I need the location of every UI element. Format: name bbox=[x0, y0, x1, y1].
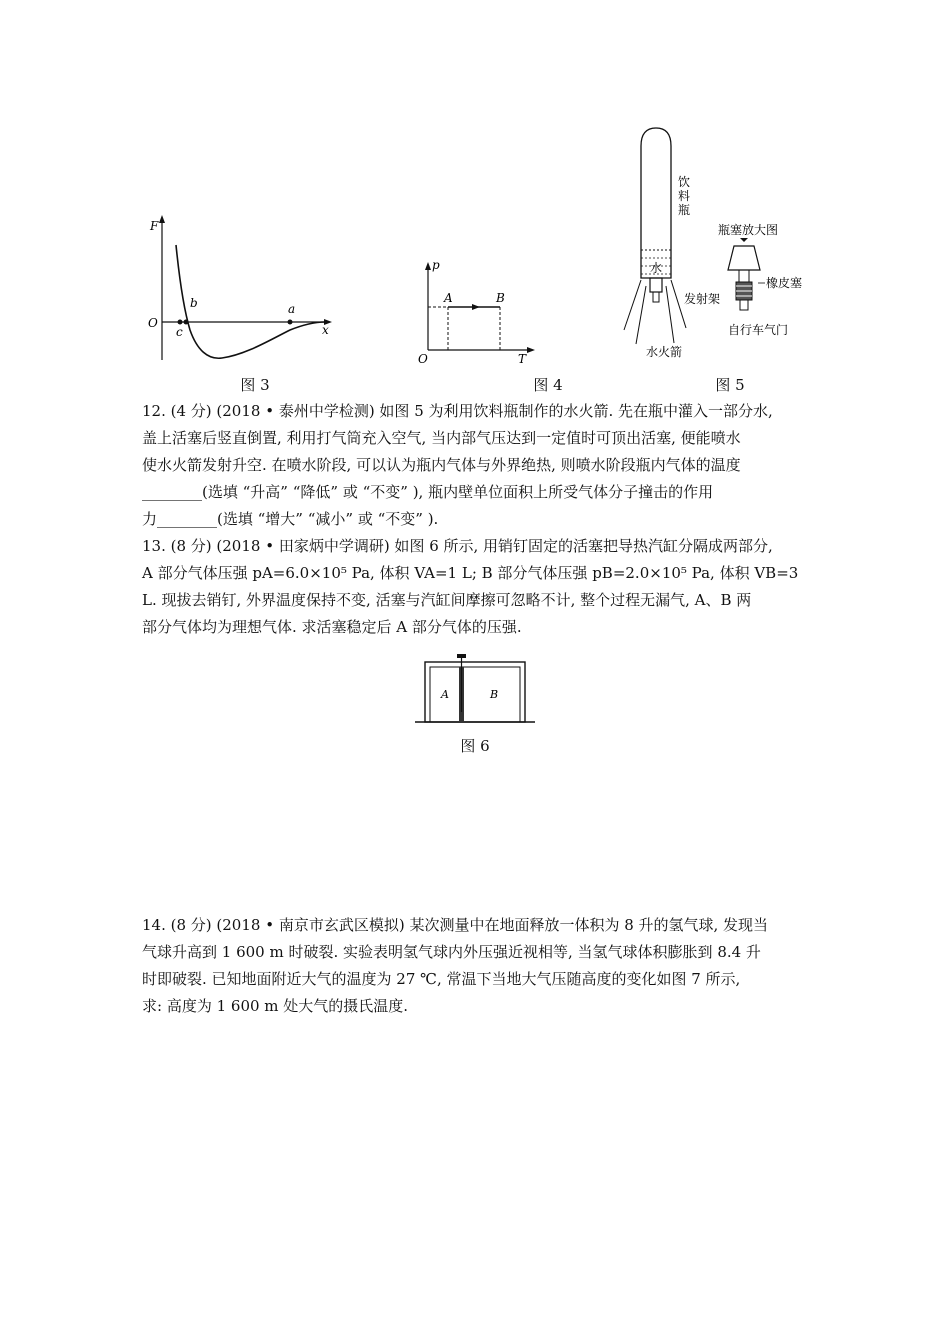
fig5-zoom-pointer bbox=[740, 238, 748, 242]
figure-5-caption: 图 5 bbox=[715, 376, 745, 394]
figure-4-pt-graph bbox=[410, 255, 540, 370]
fig3-label-F: F bbox=[150, 219, 159, 233]
fig3-label-b: b bbox=[190, 296, 198, 310]
fig5-bottle bbox=[641, 128, 671, 278]
q14-line-3: 时即破裂. 已知地面附近大气的温度为 27 ℃, 常温下当地大气压随高度的变化如图 7 所示, bbox=[142, 970, 741, 988]
fig5-leg bbox=[666, 286, 674, 343]
q12-line-1: 12. (4 分) (2018 • 泰州中学检测) 如图 5 为利用饮料瓶制作的水火箭. 先在瓶中灌入一部分水, bbox=[142, 402, 773, 420]
figure-3-force-curve bbox=[140, 210, 340, 370]
fig5-neck bbox=[650, 278, 662, 292]
fig4-label-T: T bbox=[518, 352, 527, 366]
fig3-label-a: a bbox=[288, 302, 296, 316]
fig3-point-b bbox=[184, 320, 189, 325]
q12-line-3: 使水火箭发射升空. 在喷水阶段, 可以认为瓶内气体与外界绝热, 则喷水阶段瓶内气体的温度 bbox=[142, 456, 741, 474]
fig5-label-water: 水 bbox=[650, 261, 663, 275]
fig5-label-bottle-2: 料 bbox=[678, 189, 691, 203]
fig6-cylinder-outer bbox=[425, 662, 525, 722]
fig5-nozzle bbox=[653, 292, 659, 302]
figure-6-cylinder bbox=[410, 652, 540, 727]
question-12 bbox=[142, 398, 810, 533]
q14-line-1: 14. (8 分) (2018 • 南京市玄武区模拟) 某次测量中在地面释放一体积为 8 升的氢气球, 发现当 bbox=[142, 916, 769, 934]
fig4-label-O: O bbox=[418, 352, 428, 366]
question-14 bbox=[142, 912, 810, 1020]
fig3-label-O: O bbox=[148, 316, 158, 330]
fig5-valve-stem bbox=[739, 270, 749, 282]
figure-3-caption: 图 3 bbox=[240, 376, 270, 394]
fig3-point-c bbox=[178, 320, 183, 325]
fig5-label-launcher: 发射架 bbox=[684, 292, 721, 306]
fig5-valve-tip bbox=[740, 300, 748, 310]
fig6-label-B: B bbox=[490, 688, 499, 701]
q13-line-3: L. 现拔去销钉, 外界温度保持不变, 活塞与汽缸间摩擦可忽略不计, 整个过程无漏气, A、B 两 bbox=[142, 591, 752, 609]
fig3-curve bbox=[176, 245, 325, 358]
fig6-label-A: A bbox=[441, 688, 449, 701]
figure-5-water-rocket bbox=[610, 118, 810, 368]
q12-line-4: ________(选填 “升高” “降低” 或 “不变” ), 瓶内壁单位面积上所受气体分子撞击的作用 bbox=[142, 483, 714, 501]
q13-line-2: A 部分气体压强 pA=6.0×10⁵ Pa, 体积 VA=1 L; B 部分气体压强 pB=2.0×10⁵ Pa, 体积 VB=3 bbox=[142, 564, 799, 582]
q12-line-5: 力________(选填 “增大” “减小” 或 “不变” ). bbox=[142, 510, 439, 528]
fig5-leg bbox=[636, 286, 646, 344]
fig3-label-x: x bbox=[322, 323, 329, 337]
fig5-label-rubber: 橡皮塞 bbox=[766, 276, 803, 290]
fig4-process-arrow bbox=[472, 304, 480, 310]
q13-line-4: 部分气体均为理想气体. 求活塞稳定后 A 部分气体的压强. bbox=[142, 618, 522, 636]
fig5-label-zoom: 瓶塞放大图 bbox=[718, 223, 779, 237]
fig5-label-bottle-3: 瓶 bbox=[678, 203, 691, 217]
figure-6-caption: 图 6 bbox=[460, 737, 490, 755]
fig5-label-rocket: 水火箭 bbox=[646, 345, 683, 359]
fig4-y-arrow bbox=[425, 262, 431, 270]
fig5-leg bbox=[624, 280, 641, 330]
fig3-label-c: c bbox=[176, 325, 183, 339]
fig4-label-B: B bbox=[496, 291, 505, 305]
fig5-rubber-stopper bbox=[728, 246, 760, 270]
figure-4-caption: 图 4 bbox=[533, 376, 563, 394]
fig3-y-arrow bbox=[159, 215, 165, 223]
fig4-label-A: A bbox=[444, 291, 453, 305]
fig6-pin-head bbox=[457, 654, 466, 658]
fig4-label-p: p bbox=[432, 258, 440, 272]
fig3-point-a bbox=[288, 320, 293, 325]
question-13 bbox=[142, 533, 810, 641]
q14-line-4: 求: 高度为 1 600 m 处大气的摄氏温度. bbox=[142, 997, 409, 1015]
fig5-label-valve: 自行车气门 bbox=[728, 323, 789, 337]
q14-line-2: 气球升高到 1 600 m 时破裂. 实验表明氢气球内外压强近视相等, 当氢气球体积膨胀到 8.4 升 bbox=[142, 943, 761, 961]
fig5-label-bottle-1: 饮 bbox=[678, 175, 691, 189]
fig4-x-arrow bbox=[527, 347, 535, 353]
q12-line-2: 盖上活塞后竖直倒置, 利用打气筒充入空气, 当内部气压达到一定值时可顶出活塞, 便能喷水 bbox=[142, 429, 741, 447]
q13-line-1: 13. (8 分) (2018 • 田家炳中学调研) 如图 6 所示, 用销钉固定的活塞把导热汽缸分隔成两部分, bbox=[142, 537, 773, 555]
